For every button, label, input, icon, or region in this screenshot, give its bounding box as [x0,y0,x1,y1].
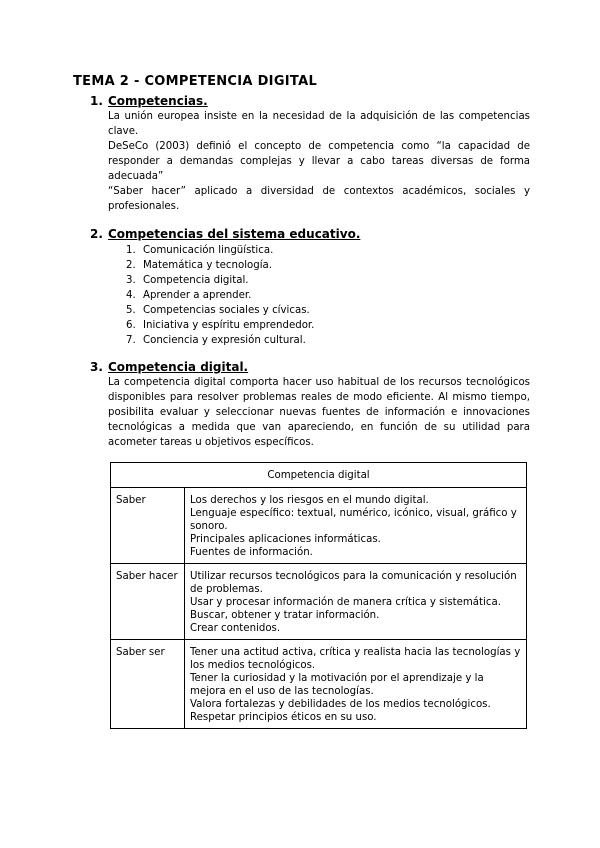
description-line: Crear contenidos. [190,623,281,634]
row-label: Saber ser [111,640,185,729]
list-text: Conciencia y expresión cultural. [143,335,306,346]
list-item [126,318,530,333]
description-line: Usar y procesar información de manera crítica y sistemática. [190,597,501,608]
description-line: Utilizar recursos tecnológicos para la comunicación y resolución de problemas. [190,571,517,595]
list-item [126,303,530,318]
document-title: TEMA 2 - COMPETENCIA DIGITAL [73,74,318,89]
list-item [126,258,530,273]
competencia-digital-table [110,462,527,729]
list-number: 5. [126,305,136,316]
section-competencias [90,94,530,214]
section-title: Competencias. [108,94,208,108]
section-title: Competencias del sistema educativo. [108,227,361,241]
description-line: Valora fortalezas y debilidades de los medios tecnológicos. [190,699,491,710]
table-row [111,640,527,729]
paragraph: La unión europea insiste en la necesidad de la adquisición de las competencias clave. [108,111,530,137]
list-text: Aprender a aprender. [143,290,252,301]
row-label: Saber hacer [111,564,185,640]
row-description [185,488,527,564]
paragraph: DeSeCo (2003) definió el concepto de competencia como “la capacidad de responder a demandas complejas y llevar a cabo tareas diversas de forma adecuada” [108,141,530,182]
table-row [111,488,527,564]
list-item [126,288,530,303]
section-heading [90,360,530,375]
list-number: 4. [126,290,136,301]
table-header-row [111,463,527,488]
list-number: 7. [126,335,136,346]
section-competencia-digital [90,360,530,450]
list-item [126,273,530,288]
section-number: 3. [90,360,103,374]
paragraph: “Saber hacer” aplicado a diversidad de contextos académicos, sociales y profesionales. [108,186,530,212]
list-text: Matemática y tecnología. [143,260,273,271]
description-line: Tener la curiosidad y la motivación por el aprendizaje y la mejora en el uso de las tecnologías. [190,673,484,697]
table-row [111,564,527,640]
description-line: Principales aplicaciones informáticas. [190,534,381,545]
list-text: Competencias sociales y cívicas. [143,305,310,316]
list-number: 3. [126,275,136,286]
section-number: 2. [90,227,103,241]
list-text: Iniciativa y espíritu emprendedor. [143,320,315,331]
description-line: Respetar principios éticos en su uso. [190,712,377,723]
row-description [185,640,527,729]
list-text: Competencia digital. [143,275,249,286]
list-number: 1. [126,245,136,256]
description-line: Fuentes de información. [190,547,313,558]
list-number: 2. [126,260,136,271]
table-header: Competencia digital [111,463,527,488]
row-description [185,564,527,640]
list-item [126,243,530,258]
description-line: Lenguaje específico: textual, numérico, icónico, visual, gráfico y sonoro. [190,508,517,532]
list-text: Comunicación lingüística. [143,245,274,256]
competence-list [126,243,530,348]
list-item [126,333,530,348]
description-line: Los derechos y los riesgos en el mundo digital. [190,495,429,506]
section-heading [90,94,530,109]
section-heading [90,227,530,242]
list-number: 6. [126,320,136,331]
section-number: 1. [90,94,103,108]
paragraph: La competencia digital comporta hacer uso habitual de los recursos tecnológicos disponibles para resolver problemas reales de modo eficiente. Al mismo tiempo, posibilita evaluar y seleccionar nuevas fuentes de información e innovaciones tecnológicas a medida que van apareciendo, en función de su utilidad para acometer tareas u objetivos específicos. [108,377,530,448]
description-line: Tener una actitud activa, crítica y realista hacia las tecnologías y los medios tecnológicos. [190,647,521,671]
row-label: Saber [111,488,185,564]
description-line: Buscar, obtener y tratar información. [190,610,380,621]
section-title: Competencia digital. [108,360,249,374]
section-competencias-sistema-educativo [90,227,530,348]
